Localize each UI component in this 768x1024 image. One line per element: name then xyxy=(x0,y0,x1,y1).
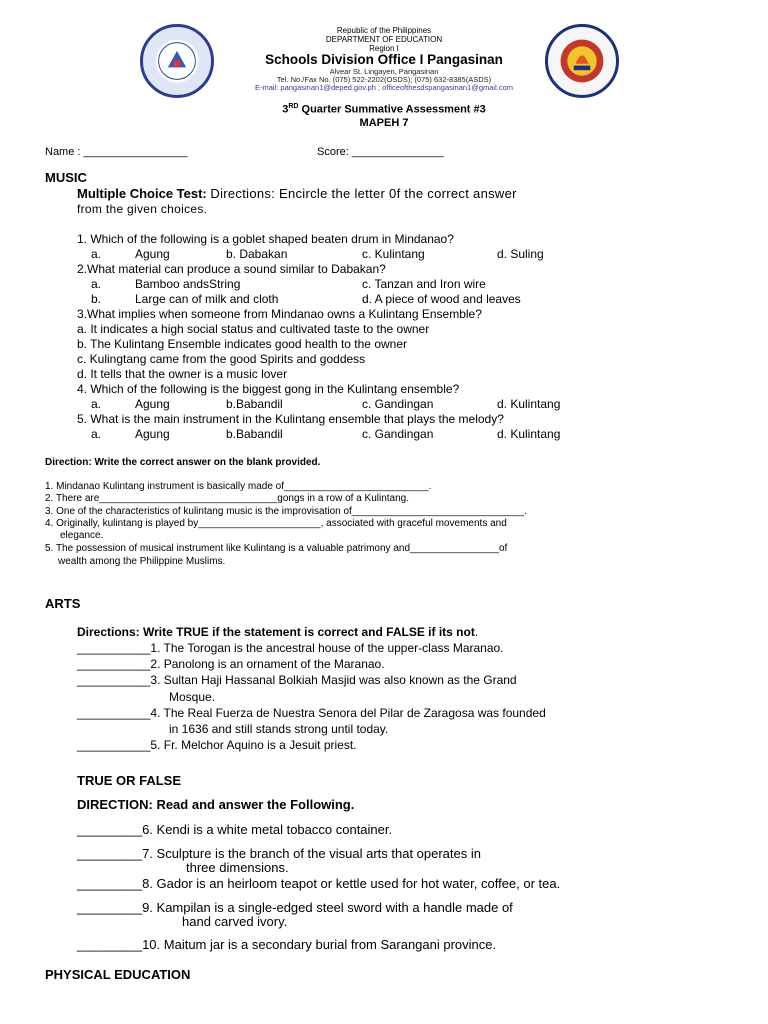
assessment-title: 3RD Quarter Summative Assessment #3 xyxy=(282,103,486,116)
q4-choice-d[interactable]: d. Kulintang xyxy=(497,397,561,411)
arts-item-2[interactable]: ___________2. Panolong is an ornament of the Maranao. xyxy=(77,657,385,671)
subject-title: MAPEH 7 xyxy=(359,117,409,129)
q2-a-letter: a. xyxy=(91,277,102,291)
q3-choice-a[interactable]: a. It indicates a high social status and cultivated taste to the owner xyxy=(77,322,430,336)
true-false-heading: TRUE OR FALSE xyxy=(77,773,182,788)
music-heading: MUSIC xyxy=(45,170,87,185)
tf-item-6[interactable]: _________6. Kendi is a white metal tobacco container. xyxy=(77,822,393,837)
q5-choice-d[interactable]: d. Kulintang xyxy=(497,427,561,441)
music-mc-directions-2: from the given choices. xyxy=(77,202,208,216)
q4-choice-c[interactable]: c. Gandingan xyxy=(362,397,434,411)
header-address: Alvear St. Lingayen, Pangasinan xyxy=(329,67,439,76)
header-region: Region I xyxy=(369,44,399,53)
arts-item-3-cont: Mosque. xyxy=(169,690,216,704)
header-tel: Tel. No./Fax No. (075) 522-2202(OSDS); (075) 632-8385(ASDS) xyxy=(276,75,492,84)
score-field[interactable]: Score: _______________ xyxy=(317,146,444,158)
q5-a-letter: a. xyxy=(91,427,102,441)
q2-choice-d[interactable]: d. A piece of wood and leaves xyxy=(362,292,521,306)
arts-directions: Directions: Write TRUE if the statement is correct and FALSE if its not. xyxy=(77,625,479,639)
q5-choice-a[interactable]: Agung xyxy=(135,427,170,441)
fill-item-5-cont: wealth among the Philippine Muslims. xyxy=(58,556,226,567)
tf-item-7-cont: three dimensions. xyxy=(186,860,289,875)
arts-item-5[interactable]: ___________5. Fr. Melchor Aquino is a Jesuit priest. xyxy=(77,738,357,752)
q3-choice-d[interactable]: d. It tells that the owner is a music lover xyxy=(77,367,288,381)
arts-heading: ARTS xyxy=(45,596,81,611)
arts-item-3[interactable]: ___________3. Sultan Haji Hassanal Bolkiah Masjid was also known as the Grand xyxy=(77,673,517,687)
q1-a-letter: a. xyxy=(91,247,102,261)
true-false-direction: DIRECTION: Read and answer the Following. xyxy=(77,797,355,812)
header-division: Schools Division Office I Pangasinan xyxy=(265,52,503,67)
q2-b-letter: b. xyxy=(91,292,102,306)
q1-choice-d[interactable]: d. Suling xyxy=(497,247,544,261)
q4-a-letter: a. xyxy=(91,397,102,411)
q2-choice-b[interactable]: Large can of milk and cloth xyxy=(135,292,279,306)
question-2: 2.What material can produce a sound similar to Dabakan? xyxy=(77,262,386,276)
fill-item-5[interactable]: 5. The possession of musical instrument like Kulintang is a valuable patrimony and________________of xyxy=(45,543,508,554)
q5-choice-b[interactable]: b.Babandil xyxy=(226,427,283,441)
q1-choice-b[interactable]: b. Dabakan xyxy=(226,247,288,261)
fill-item-1[interactable]: 1. Mindanao Kulintang instrument is basically made of__________________________. xyxy=(45,481,432,492)
q2-choice-c[interactable]: c. Tanzan and Iron wire xyxy=(362,277,486,291)
arts-item-4-cont: in 1636 and still stands strong until today. xyxy=(169,722,389,736)
header-republic: Republic of the Philippines xyxy=(336,26,432,35)
fill-direction: Direction: Write the correct answer on the blank provided. xyxy=(45,457,321,468)
q4-choice-b[interactable]: b.Babandil xyxy=(226,397,283,411)
q2-choice-a[interactable]: Bamboo andsString xyxy=(135,277,241,291)
q3-choice-b[interactable]: b. The Kulintang Ensemble indicates good health to the owner xyxy=(77,337,407,351)
physical-education-heading: PHYSICAL EDUCATION xyxy=(45,967,191,982)
q1-choice-a[interactable]: Agung xyxy=(135,247,170,261)
fill-item-4-cont: elegance. xyxy=(60,530,104,541)
q1-choice-c[interactable]: c. Kulintang xyxy=(362,247,425,261)
question-3: 3.What implies when someone from Mindanao owns a Kulintang Ensemble? xyxy=(77,307,482,321)
tf-item-10[interactable]: _________10. Maitum jar is a secondary burial from Sarangani province. xyxy=(77,937,497,952)
question-5: 5. What is the main instrument in the Kulintang ensemble that plays the melody? xyxy=(77,412,504,426)
tf-item-9-cont: hand carved ivory. xyxy=(182,914,288,929)
header-email: E-mail: pangasinan1@deped.gov.ph ; officeofthesdspangasinan1@gmail.com xyxy=(254,83,514,92)
arts-item-4[interactable]: ___________4. The Real Fuerza de Nuestra Senora del Pilar de Zaragosa was founded xyxy=(77,706,546,720)
tf-item-7[interactable]: _________7. Sculpture is the branch of the visual arts that operates in xyxy=(77,846,481,861)
question-1: 1. Which of the following is a goblet shaped beaten drum in Mindanao? xyxy=(77,232,454,246)
name-field[interactable]: Name : _________________ xyxy=(45,146,188,158)
question-4: 4. Which of the following is the biggest gong in the Kulintang ensemble? xyxy=(77,382,460,396)
arts-item-1[interactable]: ___________1. The Torogan is the ancestral house of the upper-class Maranao. xyxy=(77,641,504,655)
tf-item-8[interactable]: _________8. Gador is an heirloom teapot or kettle used for hot water, coffee, or tea. xyxy=(77,876,561,891)
q3-choice-c[interactable]: c. Kulingtang came from the good Spirits and goddess xyxy=(77,352,366,366)
header-department: DEPARTMENT OF EDUCATION xyxy=(325,35,443,44)
tf-item-9[interactable]: _________9. Kampilan is a single-edged steel sword with a handle made of xyxy=(77,900,513,915)
q4-choice-a[interactable]: Agung xyxy=(135,397,170,411)
fill-item-4[interactable]: 4. Originally, kulintang is played by______________________, associated with graceful movements and xyxy=(45,518,507,529)
fill-item-3[interactable]: 3. One of the characteristics of kulintang music is the improvisation of_______________________________. xyxy=(45,506,527,517)
q5-choice-c[interactable]: c. Gandingan xyxy=(362,427,434,441)
fill-item-2[interactable]: 2. There are________________________________gongs in a row of a Kulintang. xyxy=(45,493,410,504)
music-mc-directions: Multiple Choice Test: Directions: Encircle the letter 0f the correct answer xyxy=(77,186,517,201)
